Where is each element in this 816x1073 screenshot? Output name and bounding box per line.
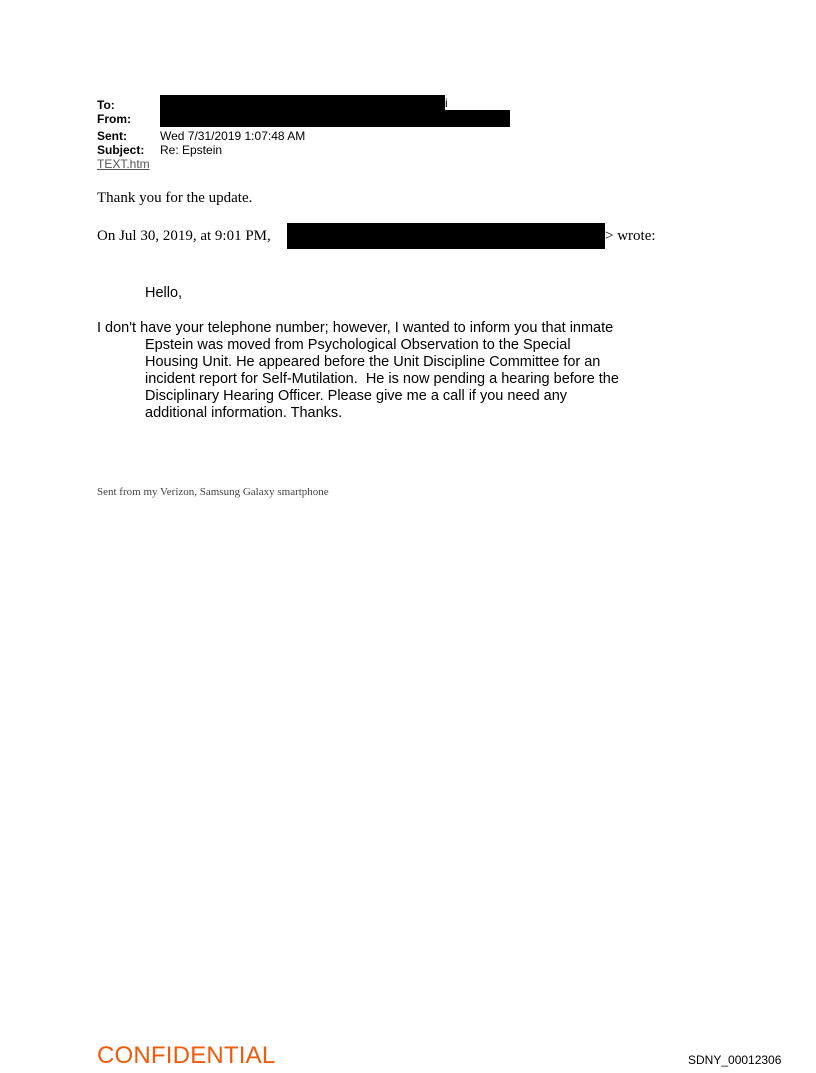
confidential-stamp: CONFIDENTIAL xyxy=(97,1042,276,1069)
quote-greeting: Hello, xyxy=(145,285,183,301)
from-label: From: xyxy=(97,112,131,126)
from-redaction xyxy=(160,110,510,127)
attachment-link[interactable]: TEXT.htm xyxy=(97,157,150,171)
to-value-tail: i xyxy=(445,96,448,110)
to-label: To: xyxy=(97,98,115,112)
quote-intro-prefix: On Jul 30, 2019, at 9:01 PM, xyxy=(97,228,271,244)
sender-redaction xyxy=(287,223,605,249)
quote-body xyxy=(145,337,705,422)
quote-line: additional information. Thanks. xyxy=(145,405,343,421)
quote-first-line: I don't have your telephone number; however, I wanted to inform you that inmate xyxy=(97,320,614,336)
quote-line: incident report for Self-Mutilation. He is now pending a hearing before the xyxy=(145,371,619,387)
bates-number: SDNY_00012306 xyxy=(688,1053,782,1067)
quote-line: Disciplinary Hearing Officer. Please give me a call if you need any xyxy=(145,388,568,404)
subject-label: Subject: xyxy=(97,143,145,157)
quote-line: Epstein was moved from Psychological Observation to the Special xyxy=(145,337,571,353)
quote-line: Housing Unit. He appeared before the Unit Discipline Committee for an xyxy=(145,354,601,370)
reply-text: Thank you for the update. xyxy=(97,190,253,206)
quote-intro-suffix: > wrote: xyxy=(605,228,656,244)
subject-value: Re: Epstein xyxy=(160,143,223,157)
signature: Sent from my Verizon, Samsung Galaxy smartphone xyxy=(97,486,329,498)
sent-value: Wed 7/31/2019 1:07:48 AM xyxy=(160,129,306,143)
sent-label: Sent: xyxy=(97,129,127,143)
